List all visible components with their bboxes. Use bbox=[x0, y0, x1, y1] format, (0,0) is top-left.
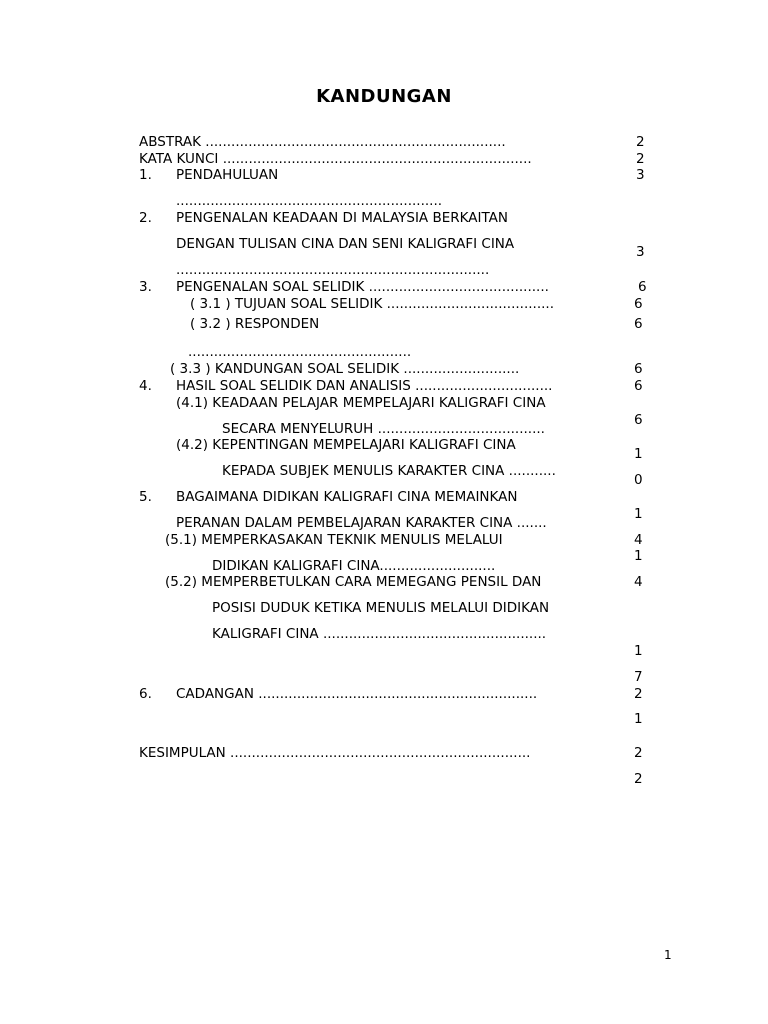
toc-entry-4-2: (4.2) KEPENTINGAN MEMPELAJARI KALIGRAFI CINA bbox=[176, 437, 516, 453]
toc-page-4-2-b: 0 bbox=[634, 472, 643, 488]
toc-entry-4-1: (4.1) KEADAAN PELAJAR MEMPELAJARI KALIGRAFI CINA bbox=[176, 395, 546, 411]
toc-entry-bagaimana-didikan-line2: PERANAN DALAM PEMBELAJARAN KARAKTER CINA ....... bbox=[176, 515, 547, 531]
toc-dots-pendahuluan: .............................................................. bbox=[176, 193, 443, 209]
toc-entry-hasil-soal-selidik: HASIL SOAL SELIDIK DAN ANALISIS ................................ bbox=[176, 378, 553, 394]
toc-number-4: 4. bbox=[139, 378, 152, 394]
toc-page-3-2: 6 bbox=[634, 316, 643, 332]
toc-dots-pengenalan-keadaan: ......................................................................... bbox=[176, 262, 490, 278]
toc-number-2: 2. bbox=[139, 210, 152, 226]
toc-entry-kesimpulan: KESIMPULAN ...................................................................... bbox=[139, 745, 531, 761]
toc-page-hasil-soal-selidik: 6 bbox=[634, 378, 643, 394]
page-number: 1 bbox=[664, 948, 672, 962]
toc-entry-pendahuluan: PENDAHULUAN bbox=[176, 167, 279, 183]
toc-page-5-2-b: 7 bbox=[634, 669, 643, 685]
toc-page-kata-kunci: 2 bbox=[636, 151, 645, 167]
toc-page-cadangan-a: 2 bbox=[634, 686, 643, 702]
toc-entry-pengenalan-keadaan-line2: DENGAN TULISAN CINA DAN SENI KALIGRAFI CINA bbox=[176, 236, 515, 252]
toc-number-1: 1. bbox=[139, 167, 152, 183]
toc-page-3-3: 6 bbox=[634, 361, 643, 377]
toc-entry-5-1-line2: DIDIKAN KALIGRAFI CINA........................... bbox=[212, 558, 496, 574]
toc-entry-3-1: ( 3.1 ) TUJUAN SOAL SELIDIK ....................................... bbox=[190, 296, 554, 312]
page-title: KANDUNGAN bbox=[316, 86, 452, 107]
toc-page-5-1-a: 1 bbox=[634, 548, 643, 564]
toc-page-5-1-b: 4 bbox=[634, 574, 643, 590]
toc-entry-4-1-line2: SECARA MENYELURUH ....................................... bbox=[222, 421, 545, 437]
toc-page-3-1: 6 bbox=[634, 296, 643, 312]
toc-page-abstrak: 2 bbox=[636, 134, 645, 150]
toc-entry-pengenalan-soal-selidik: PENGENALAN SOAL SELIDIK .......................................... bbox=[176, 279, 549, 295]
toc-page-pengenalan-keadaan: 3 bbox=[636, 244, 645, 260]
toc-entry-5-2-line2: POSISI DUDUK KETIKA MENULIS MELALUI DIDIKAN bbox=[212, 600, 550, 616]
toc-entry-4-2-line2: KEPADA SUBJEK MENULIS KARAKTER CINA ........... bbox=[222, 463, 556, 479]
toc-number-5: 5. bbox=[139, 489, 152, 505]
toc-page-cadangan-b: 1 bbox=[634, 711, 643, 727]
toc-entry-5-2: (5.2) MEMPERBETULKAN CARA MEMEGANG PENSIL DAN bbox=[165, 574, 542, 590]
toc-entry-3-3: ( 3.3 ) KANDUNGAN SOAL SELIDIK ........................... bbox=[170, 361, 520, 377]
toc-page-bagaimana-didikan-a: 1 bbox=[634, 506, 643, 522]
toc-entry-bagaimana-didikan: BAGAIMANA DIDIKAN KALIGRAFI CINA MEMAINKAN bbox=[176, 489, 518, 505]
toc-page-pengenalan-soal-selidik: 6 bbox=[638, 279, 647, 295]
toc-entry-5-2-line3: KALIGRAFI CINA .................................................... bbox=[212, 626, 547, 642]
toc-entry-cadangan: CADANGAN ................................................................. bbox=[176, 686, 538, 702]
toc-entry-kata-kunci: KATA KUNCI ........................................................................ bbox=[139, 151, 532, 167]
toc-number-3: 3. bbox=[139, 279, 152, 295]
toc-page-4-2-a: 1 bbox=[634, 446, 643, 462]
toc-page-bagaimana-didikan-b: 4 bbox=[634, 532, 643, 548]
toc-page-pendahuluan: 3 bbox=[636, 167, 645, 183]
toc-page-kesimpulan-a: 2 bbox=[634, 745, 643, 761]
toc-entry-abstrak: ABSTRAK ...................................................................... bbox=[139, 134, 506, 150]
toc-number-6: 6. bbox=[139, 686, 152, 702]
toc-entry-3-2: ( 3.2 ) RESPONDEN bbox=[190, 316, 320, 332]
toc-entry-pengenalan-keadaan: PENGENALAN KEADAAN DI MALAYSIA BERKAITAN bbox=[176, 210, 508, 226]
toc-page-4-1: 6 bbox=[634, 412, 643, 428]
toc-page-5-2-a: 1 bbox=[634, 643, 643, 659]
toc-dots-3-2: .................................................... bbox=[188, 344, 412, 360]
toc-entry-5-1: (5.1) MEMPERKASAKAN TEKNIK MENULIS MELALUI bbox=[165, 532, 503, 548]
toc-page-kesimpulan-b: 2 bbox=[634, 771, 643, 787]
